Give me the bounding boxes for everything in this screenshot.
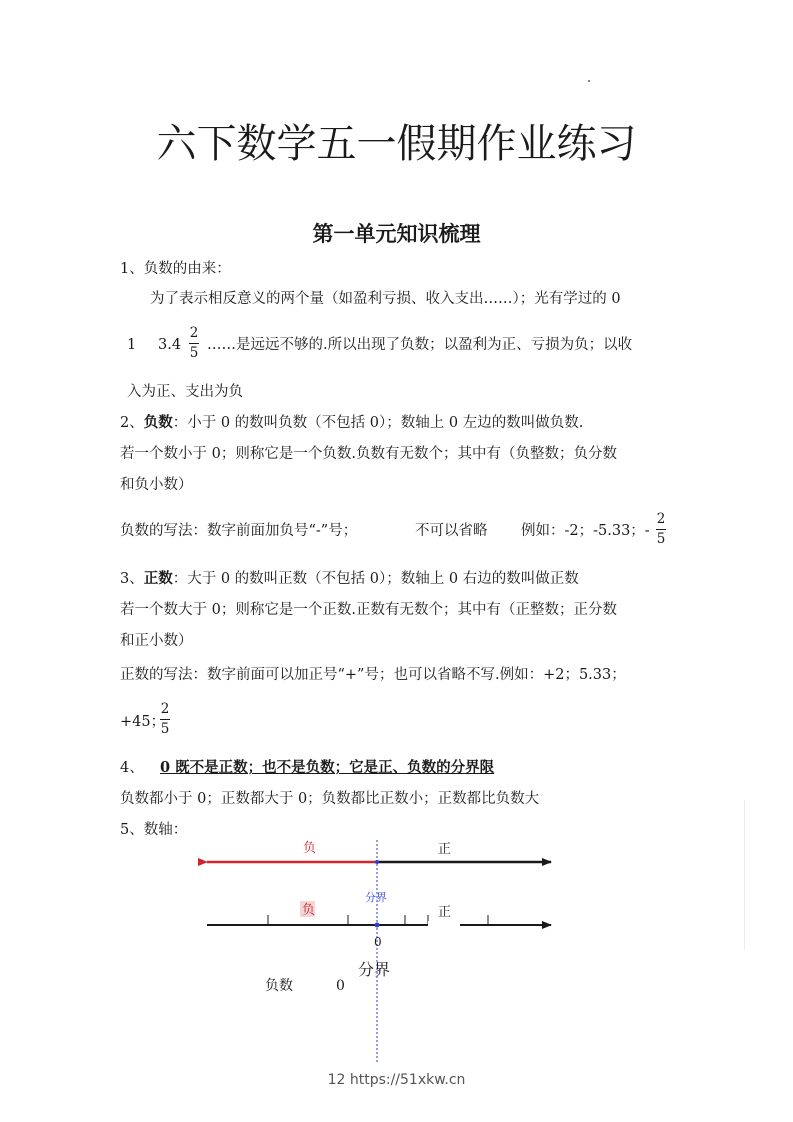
s2-write-a: 负数的写法：数字前面加负号“-”号； bbox=[120, 523, 358, 539]
s3-line5: +45； bbox=[120, 714, 166, 730]
fraction-numerator: 2 bbox=[189, 325, 199, 341]
pos-label-2: 正 bbox=[438, 905, 452, 920]
scan-edge bbox=[744, 800, 745, 950]
number-line-svg bbox=[195, 835, 565, 1065]
fraction-denominator: 5 bbox=[189, 345, 199, 361]
s2-term: 负数 bbox=[143, 414, 173, 431]
s2-line1 bbox=[120, 413, 583, 433]
s3-num: 3、 bbox=[120, 571, 144, 587]
s2-def: ：小于 0 的数叫负数（不包括 0）；数轴上 0 左边的数叫做负数. bbox=[172, 415, 584, 431]
s2-write-c: 例如：-2；-5.33；- bbox=[521, 523, 650, 539]
s1-p2-a: 1 bbox=[127, 337, 137, 353]
neg-label: 负 bbox=[303, 841, 317, 856]
page-title: 六下数学五一假期作业练习 bbox=[156, 121, 637, 167]
boundary-label-small: 分界 bbox=[365, 891, 387, 904]
s4-num: 4、 bbox=[120, 760, 144, 776]
fraction-bar bbox=[160, 719, 170, 720]
s2-write-b: 不可以省略 bbox=[415, 523, 488, 539]
neg-label-2: 负 bbox=[302, 903, 316, 918]
bottom-neg-label: 负数 bbox=[265, 978, 293, 994]
axis-gap bbox=[428, 921, 460, 927]
s3-def: ：大于 0 的数叫正数（不包括 0）；数轴上 0 右边的数叫做正数 bbox=[172, 571, 579, 587]
bottom-boundary-label: 分界 bbox=[358, 960, 391, 979]
s3-line2: 若一个数大于 0；则称它是一个正数.正数有无数个；其中有（正整数；正分数 bbox=[120, 602, 617, 618]
s3-line3: 和正小数） bbox=[120, 633, 193, 649]
s3-line1 bbox=[120, 569, 579, 589]
origin-dot bbox=[375, 923, 380, 928]
s3-write: 正数的写法：数字前面可以加正号“+”号；也可以省略不写.例如：+2；5.33； bbox=[120, 667, 626, 683]
fraction-numerator: 2 bbox=[656, 511, 666, 527]
s1-p2-b: 3.4 bbox=[158, 337, 182, 353]
fraction-bar bbox=[656, 529, 666, 530]
s1-p2-c: ……是远远不够的.所以出现了负数；以盈利为正、亏损为负；以收 bbox=[207, 337, 633, 353]
s4-statement: 0 既不是正数；也不是负数；它是正、负数的分界限 bbox=[160, 759, 495, 776]
bottom-zero-label: 0 bbox=[336, 978, 345, 994]
fraction-numerator: 2 bbox=[160, 701, 170, 717]
origin-dot-top bbox=[375, 860, 379, 864]
fraction-denominator: 5 bbox=[656, 531, 666, 547]
s3-term: 正数 bbox=[143, 570, 173, 587]
s2-line2: 若一个数小于 0；则称它是一个负数.负数有无数个；其中有（负整数；负分数 bbox=[120, 446, 617, 462]
s1-p3: 入为正、支出为负 bbox=[127, 384, 243, 400]
s1-heading: 1、负数的由来： bbox=[120, 261, 231, 277]
section-title: 第一单元知识梳理 bbox=[312, 222, 481, 246]
fraction-bar bbox=[189, 343, 199, 344]
s1-p1: 为了表示相反意义的两个量（如盈利亏损、收入支出……）；光有学过的 0 bbox=[150, 291, 621, 307]
small-zero: 0 bbox=[374, 935, 382, 949]
fraction-denominator: 5 bbox=[160, 721, 170, 737]
s5-heading: 5、数轴： bbox=[120, 822, 188, 838]
s2-line3: 和负小数） bbox=[120, 477, 193, 493]
s2-fraction bbox=[655, 511, 667, 548]
pos-label: 正 bbox=[438, 842, 452, 857]
s4-line2: 负数都小于 0；正数都大于 0；负数都比正数小；正数都比负数大 bbox=[120, 791, 540, 807]
scan-dot bbox=[588, 80, 590, 82]
page-footer: 12 https://51xkw.cn bbox=[327, 1072, 466, 1088]
s2-num: 2、 bbox=[120, 415, 144, 431]
s3-fraction bbox=[159, 701, 171, 738]
number-line-diagram bbox=[195, 835, 565, 1065]
s1-fraction bbox=[188, 325, 200, 362]
